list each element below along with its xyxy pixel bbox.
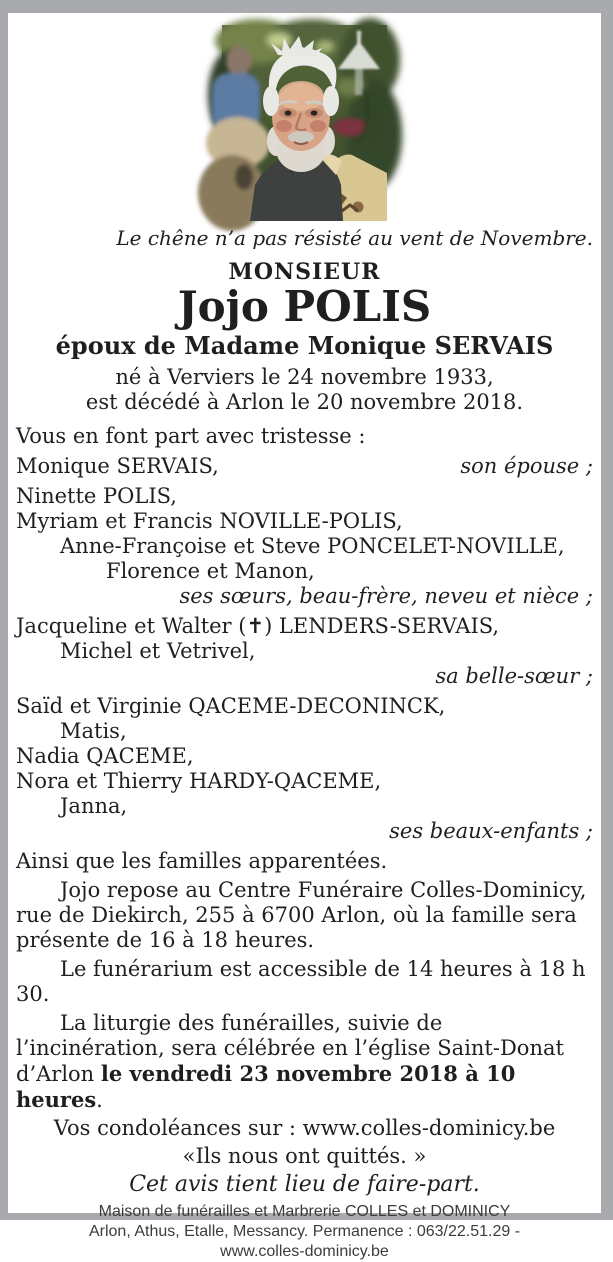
obituary-card [8,13,601,1260]
family-member-line: Matis, [60,719,127,743]
condolences-line: Vos condoléances sur : www.colles-dominicy.be [53,1116,556,1140]
family-member-line: Florence et Manon, [106,559,315,583]
memorial-quote: Le chêne n’a pas résisté au vent de Novembre. [116,226,593,250]
family-member-line: Anne-Françoise et Steve PONCELET-NOVILLE, [60,534,565,558]
deceased-name: Jojo POLIS [177,282,432,331]
portrait-photo-illustration [222,25,387,221]
birth-death-lines [16,365,593,415]
family-group-stepchildren [16,694,593,844]
birth-line: né à Verviers le 24 novembre 1933, [115,365,494,389]
family-group-spouse [16,454,593,479]
footer-line-2: Arlon, Athus, Etalle, Messancy. Permanence : 063/22.51.29 - [88,1223,521,1240]
family-member-line: Monique SERVAIS, [16,454,219,478]
liturgy-date-bold: le vendredi 23 novembre 2018 à 10 heures [16,1061,516,1112]
death-line: est décédé à Arlon le 20 novembre 2018. [85,390,524,414]
relation-label: ses sœurs, beau-frère, neveu et nièce ; [179,584,593,608]
repose-paragraph: Jojo repose au Centre Funéraire Colles-Dominicy, rue de Diekirch, 255 à 6700 Arlon, où la famille sera présente de 16 à 18 heures. [16,878,587,952]
spouse-line: époux de Madame Monique SERVAIS [55,331,554,360]
family-member-line: Myriam et Francis NOVILLE-POLIS, [16,509,403,533]
footer-line-1: Maison de funérailles et Marbrerie COLLES et DOMINICY [98,1203,511,1220]
faire-part-notice: Cet avis tient lieu de faire-part. [129,1172,480,1197]
funerarium-paragraph: Le funérarium est accessible de 14 heures à 18 h 30. [16,957,586,1006]
family-member-line: Michel et Vetrivel, [60,639,256,663]
family-member-line: Saïd et Virginie QACEME-DECONINCK, [16,694,446,718]
family-member-line: Ninette POLIS, [16,484,177,508]
footer-line-3: www.colles-dominicy.be [220,1243,389,1260]
portrait-photo [222,25,387,221]
family-member-line: Jacqueline et Walter (✝) LENDERS-SERVAIS, [16,614,500,638]
relation-label: sa belle-sœur ; [435,664,593,688]
liturgy-paragraph [16,1011,593,1113]
family-member-line: Nadia QACEME, [16,744,194,768]
funeral-home-footer [16,1202,593,1262]
relation-label: son épouse ; [460,454,593,478]
family-member-line: Janna, [60,794,128,818]
relation-label: ses beaux-enfants ; [389,819,593,843]
memorial-site-quote: «Ils nous ont quittés. » [182,1144,427,1168]
liturgy-period: . [96,1088,103,1112]
family-member-line: Nora et Thierry HARDY-QACEME, [16,769,382,793]
announcement-intro: Vous en font part avec tristesse : [16,424,366,448]
families-closing-line: Ainsi que les familles apparentées. [16,849,388,873]
family-group-siblings [16,484,593,609]
title-prefix: MONSIEUR [228,259,381,285]
family-group-sister-in-law [16,614,593,689]
liturgy-text: La liturgie des funérailles, suivie de l’incinération, sera célébrée en l’église Saint-Donat d’Arlon [16,1011,564,1086]
